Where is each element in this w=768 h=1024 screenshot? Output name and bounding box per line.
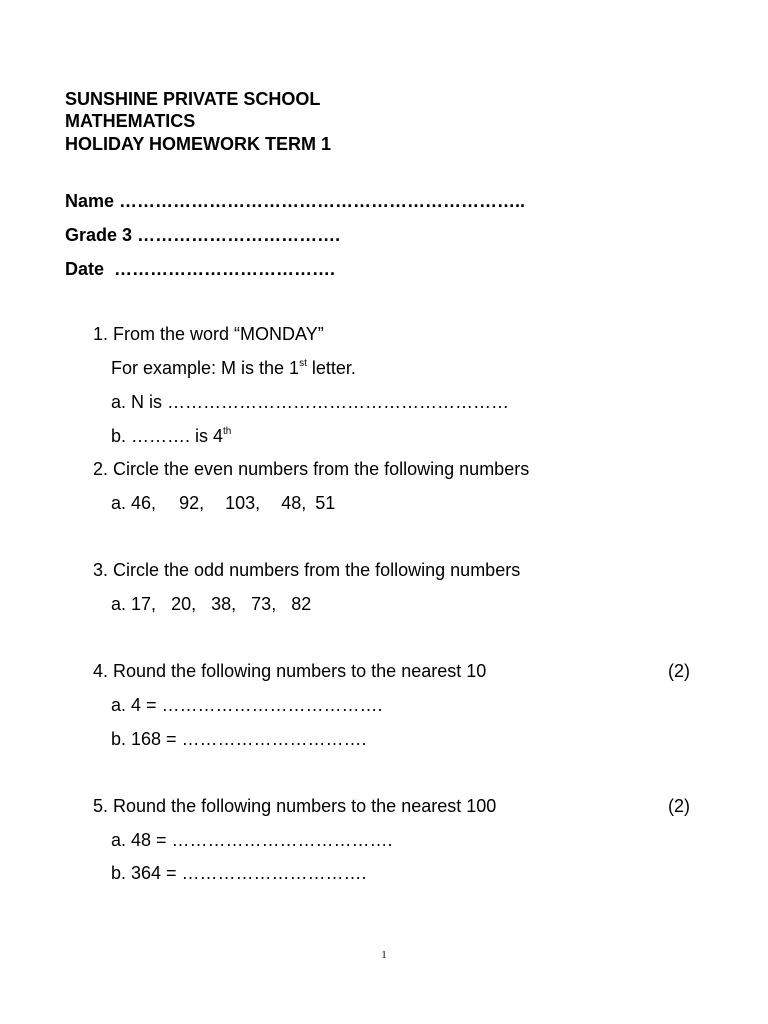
homework-title: HOLIDAY HOMEWORK TERM 1: [65, 134, 332, 154]
number-item: 51: [315, 493, 336, 513]
number-item: 38,: [211, 594, 237, 614]
question-3-label: a.: [111, 594, 127, 614]
example-text-end: letter.: [306, 358, 356, 378]
question-1-example: [111, 357, 356, 379]
number-item: 17,: [131, 594, 157, 614]
question-4-marks: (2): [668, 661, 690, 681]
question-4b: b. 168 = ………………………….: [111, 729, 367, 749]
question-3-numbers: [111, 593, 311, 615]
number-item: 92,: [179, 493, 205, 513]
grade-dots: …………………………….: [137, 225, 341, 245]
name-dots: …………………………………………………………..: [119, 191, 526, 211]
name-field: [65, 190, 525, 212]
page-number: 1: [381, 949, 387, 961]
question-1b: [111, 425, 231, 447]
question-1a: a. N is …………………………………………………: [111, 392, 510, 412]
subject-title: MATHEMATICS: [65, 111, 196, 131]
question-2-prompt: 2. Circle the even numbers from the following numbers: [93, 459, 530, 479]
number-item: 82: [291, 594, 312, 614]
question-1b-superscript: th: [223, 426, 232, 437]
example-superscript: st: [299, 358, 307, 369]
grade-field: [65, 224, 340, 246]
question-5-marks: (2): [668, 796, 690, 816]
question-1b-text: b. ………. is 4: [111, 426, 224, 446]
question-1-prompt: 1. From the word “MONDAY”: [93, 324, 324, 344]
question-2-label: a.: [111, 493, 127, 513]
grade-label: Grade 3: [65, 225, 133, 245]
question-4a: a. 4 = ……………………………….: [111, 695, 383, 715]
number-item: 48,: [281, 493, 307, 513]
number-item: 103,: [225, 493, 261, 513]
date-field: [65, 258, 335, 280]
number-item: 73,: [251, 594, 277, 614]
date-label: Date: [65, 259, 105, 279]
question-3-prompt: 3. Circle the odd numbers from the following numbers: [93, 560, 521, 580]
question-2-numbers: [111, 492, 335, 514]
example-text: For example: M is the 1: [111, 358, 300, 378]
question-5b: b. 364 = ………………………….: [111, 863, 367, 883]
name-label: Name: [65, 191, 115, 211]
question-5-prompt: 5. Round the following numbers to the nearest 100: [93, 796, 497, 816]
question-4-prompt: 4. Round the following numbers to the nearest 10: [93, 661, 487, 681]
number-item: 20,: [171, 594, 197, 614]
number-item: 46,: [131, 493, 157, 513]
school-name: SUNSHINE PRIVATE SCHOOL: [65, 89, 321, 109]
date-dots: ……………………………….: [114, 259, 336, 279]
question-5a: a. 48 = ……………………………….: [111, 830, 393, 850]
